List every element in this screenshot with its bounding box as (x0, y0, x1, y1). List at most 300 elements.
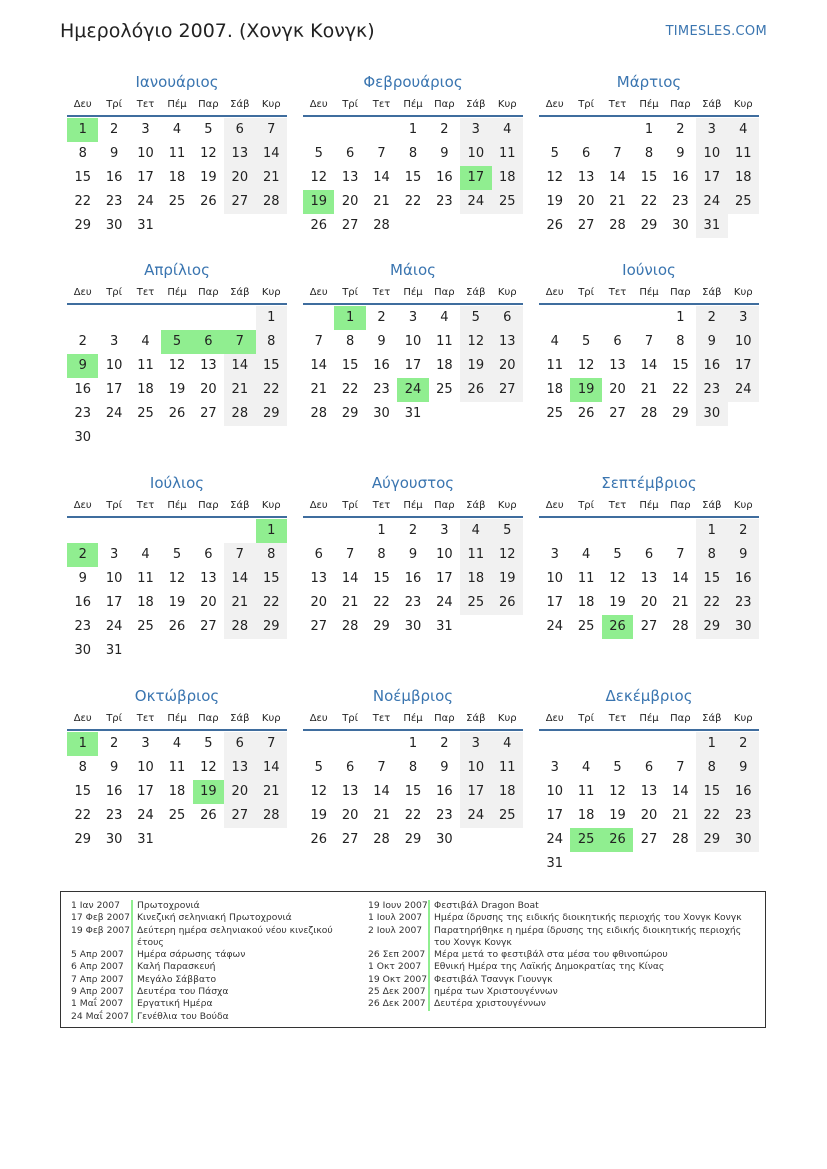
day-cell: 18 (168, 784, 186, 799)
weekday-header (303, 282, 523, 305)
day-cell: 11 (577, 784, 595, 799)
day-cell: 30 (696, 402, 727, 426)
day-cell: 27 (341, 832, 359, 847)
empty-cell (334, 118, 365, 142)
day-cell: 28 (224, 402, 255, 426)
holiday-list (60, 891, 766, 1028)
weekday-header (67, 495, 287, 518)
day-cell: 8 (345, 334, 355, 349)
holiday-name: Παρατηρήθηκε η ημέρα ίδρυσης της ειδικής διοικητικής περιοχής του Χονγκ Κονγκ (428, 925, 758, 950)
day-cell: 15 (672, 358, 689, 373)
day-cell: 12 (609, 784, 626, 799)
day-cell: 27 (200, 406, 217, 421)
day-cell: 7 (345, 547, 355, 562)
day-cell: 30 (436, 832, 453, 847)
day-cell: 6 (613, 334, 622, 349)
day-cell: 21 (373, 808, 390, 823)
day-cell: 29 (256, 615, 287, 639)
day-cell: 9 (696, 330, 727, 354)
holiday-name: Πρωτοχρονιά (131, 900, 200, 912)
day-cell: 15 (341, 358, 359, 373)
day-cell: 17 (546, 808, 563, 823)
day-cell: 15 (74, 784, 91, 799)
day-cell: 23 (728, 804, 759, 828)
weekday-label: Δευ (73, 99, 92, 110)
month-7 (67, 472, 287, 663)
day-cell: 14 (310, 358, 327, 373)
weekday-label: Τετ (136, 500, 155, 511)
weekday-label: Πέμ (639, 500, 659, 511)
day-cell: 21 (609, 194, 626, 209)
day-cell: 19 (200, 170, 217, 185)
empty-cell (602, 519, 633, 543)
day-cell: 18 (492, 780, 523, 804)
day-cell: 24 (460, 190, 491, 214)
day-cell: 11 (728, 142, 759, 166)
day-cell: 20 (640, 808, 658, 823)
day-cell: 13 (341, 170, 359, 185)
day-cell: 15 (640, 170, 658, 185)
day-cell: 28 (256, 804, 287, 828)
day-cell: 3 (109, 547, 119, 562)
day-cell: 7 (256, 732, 287, 756)
day-cell: 12 (546, 170, 563, 185)
month-10 (67, 685, 287, 852)
day-cell: 10 (460, 756, 491, 780)
day-cell: 4 (460, 519, 491, 543)
day-cell: 21 (224, 591, 255, 615)
day-cell: 29 (696, 828, 727, 852)
weekday-label: Κυρ (497, 99, 517, 110)
day-cell: 18 (168, 170, 186, 185)
day-cell: 16 (696, 354, 727, 378)
day-cell: 28 (310, 406, 327, 421)
day-grid (303, 306, 523, 426)
holiday-date: 1 Μαΐ 2007 (71, 998, 124, 1010)
day-cell: 19 (546, 194, 563, 209)
day-cell: 4 (440, 310, 449, 325)
day-cell: 28 (640, 406, 658, 421)
day-cell: 22 (74, 808, 91, 823)
day-cell: 24 (436, 595, 453, 610)
weekday-label: Τετ (608, 99, 627, 110)
day-cell: 10 (404, 334, 422, 349)
holiday-day-cell: 1 (67, 732, 98, 756)
day-cell: 1 (696, 732, 727, 756)
empty-cell (570, 306, 601, 330)
day-cell: 8 (78, 146, 87, 161)
weekday-label: Κυρ (733, 287, 753, 298)
weekday-label: Δευ (309, 713, 328, 724)
day-cell: 5 (204, 736, 213, 751)
holiday-date: 1 Ιουλ 2007 (368, 912, 423, 924)
day-cell: 30 (74, 430, 91, 445)
day-cell: 20 (609, 382, 626, 397)
month-8 (303, 472, 523, 639)
holiday-day-cell: 17 (460, 166, 491, 190)
day-cell: 28 (672, 619, 689, 634)
empty-cell (161, 306, 192, 330)
weekday-label: Τετ (136, 287, 155, 298)
day-cell: 27 (310, 619, 327, 634)
day-cell: 6 (581, 146, 591, 161)
day-grid (67, 118, 287, 238)
day-cell: 12 (310, 170, 327, 185)
holiday-day-cell: 19 (303, 190, 334, 214)
day-cell: 19 (310, 808, 327, 823)
month-name: Δεκέμβριος (605, 687, 693, 705)
weekday-header (67, 708, 287, 731)
day-cell: 11 (546, 358, 563, 373)
day-cell: 4 (550, 334, 559, 349)
day-cell: 26 (200, 194, 217, 209)
day-cell: 3 (141, 122, 150, 137)
weekday-label: Παρ (198, 713, 219, 724)
day-cell: 9 (109, 760, 119, 775)
weekday-label: Τετ (136, 99, 155, 110)
day-cell: 6 (345, 146, 355, 161)
holiday-name: Δευτέρα του Πάσχα (131, 986, 228, 998)
day-cell: 2 (78, 334, 87, 349)
day-cell: 31 (404, 406, 422, 421)
day-cell: 17 (436, 571, 453, 586)
day-cell: 13 (640, 571, 658, 586)
day-cell: 13 (609, 358, 626, 373)
day-cell: 11 (137, 571, 154, 586)
day-cell: 25 (492, 190, 523, 214)
weekday-label: Τρί (106, 287, 123, 298)
empty-cell (334, 519, 365, 543)
day-cell: 7 (314, 334, 323, 349)
holiday-name: Φεστιβάλ Dragon Boat (428, 900, 539, 912)
day-cell: 28 (609, 218, 626, 233)
holiday-date: 1 Οκτ 2007 (368, 961, 422, 973)
day-cell: 20 (200, 595, 217, 610)
day-cell: 26 (168, 619, 186, 634)
day-grid (303, 118, 523, 238)
day-cell: 18 (436, 358, 453, 373)
day-cell: 14 (672, 571, 689, 586)
day-grid (539, 519, 759, 639)
day-cell: 9 (78, 571, 87, 586)
day-cell: 10 (105, 571, 123, 586)
day-cell: 17 (105, 382, 123, 397)
holiday-day-cell: 24 (397, 378, 428, 402)
weekday-header (303, 495, 523, 518)
day-cell: 9 (440, 760, 449, 775)
day-cell: 25 (460, 591, 491, 615)
day-cell: 22 (256, 591, 287, 615)
holiday-date: 9 Απρ 2007 (71, 986, 124, 998)
day-cell: 14 (224, 567, 255, 591)
day-cell: 9 (377, 334, 386, 349)
day-cell: 4 (492, 118, 523, 142)
day-cell: 16 (74, 382, 91, 397)
day-cell: 3 (460, 118, 491, 142)
day-cell: 13 (310, 571, 327, 586)
empty-cell (193, 306, 224, 330)
day-cell: 21 (256, 780, 287, 804)
month-name: Ιανουάριος (135, 73, 219, 91)
weekday-label: Παρ (198, 99, 219, 110)
day-cell: 10 (546, 784, 563, 799)
weekday-label: Τετ (372, 500, 391, 511)
holiday-date: 26 Σεπ 2007 (368, 949, 426, 961)
empty-cell (539, 519, 570, 543)
day-cell: 20 (492, 354, 523, 378)
day-cell: 5 (550, 146, 559, 161)
day-cell: 29 (256, 402, 287, 426)
day-cell: 15 (373, 571, 390, 586)
day-cell: 23 (74, 406, 91, 421)
day-cell: 6 (644, 547, 654, 562)
day-cell: 25 (137, 406, 154, 421)
holiday-date: 24 Μαΐ 2007 (71, 1010, 130, 1022)
day-cell: 17 (728, 354, 759, 378)
empty-cell (303, 519, 334, 543)
day-cell: 1 (408, 122, 418, 137)
day-grid (67, 306, 287, 450)
day-cell: 20 (577, 194, 595, 209)
holiday-row (368, 925, 758, 950)
holiday-day-cell: 5 (161, 330, 192, 354)
holiday-row (71, 961, 356, 973)
day-cell: 11 (577, 571, 595, 586)
day-cell: 26 (310, 832, 327, 847)
holiday-day-cell: 26 (602, 828, 633, 852)
day-cell: 23 (436, 194, 453, 209)
day-cell: 11 (436, 334, 453, 349)
month-1 (67, 71, 287, 238)
weekday-label: Δευ (309, 99, 328, 110)
weekday-label: Κυρ (261, 287, 281, 298)
day-cell: 6 (224, 118, 255, 142)
holiday-row (71, 900, 356, 912)
day-cell: 17 (105, 595, 123, 610)
month-name: Σεπτέμβριος (601, 474, 697, 492)
weekday-label: Τετ (372, 99, 391, 110)
day-cell: 23 (404, 595, 422, 610)
day-cell: 7 (377, 146, 386, 161)
day-cell: 11 (137, 358, 154, 373)
day-cell: 31 (696, 214, 727, 238)
day-cell: 21 (672, 595, 689, 610)
weekday-label: Πέμ (639, 99, 659, 110)
day-cell: 26 (460, 378, 491, 402)
day-cell: 16 (728, 780, 759, 804)
empty-cell (224, 306, 255, 330)
weekday-label: Τετ (608, 287, 627, 298)
holiday-day-cell: 1 (67, 118, 98, 142)
day-cell: 16 (436, 784, 453, 799)
weekday-label: Δευ (309, 500, 328, 511)
day-cell: 2 (728, 732, 759, 756)
weekday-label: Κυρ (261, 500, 281, 511)
day-cell: 4 (728, 118, 759, 142)
day-cell: 8 (256, 330, 287, 354)
day-cell: 20 (200, 382, 217, 397)
day-cell: 23 (105, 808, 123, 823)
empty-cell (303, 732, 334, 756)
day-cell: 8 (256, 543, 287, 567)
day-cell: 25 (577, 619, 595, 634)
holiday-day-cell: 19 (570, 378, 601, 402)
empty-cell (570, 519, 601, 543)
month-name: Φεβρουάριος (363, 73, 463, 91)
holiday-row (368, 974, 758, 986)
day-cell: 14 (640, 358, 658, 373)
month-name: Νοέμβριος (372, 687, 454, 705)
holiday-date: 19 Ιουν 2007 (368, 900, 428, 911)
day-cell: 2 (696, 306, 727, 330)
day-cell: 14 (256, 142, 287, 166)
holiday-date: 25 Δεκ 2007 (368, 986, 426, 998)
day-cell: 29 (74, 832, 91, 847)
day-cell: 24 (546, 619, 563, 634)
day-cell: 18 (577, 595, 595, 610)
day-cell: 18 (460, 567, 491, 591)
day-cell: 15 (74, 170, 91, 185)
day-cell: 13 (492, 330, 523, 354)
day-cell: 8 (644, 146, 654, 161)
weekday-label: Παρ (670, 287, 691, 298)
day-cell: 15 (404, 170, 422, 185)
day-cell: 14 (256, 756, 287, 780)
day-cell: 25 (137, 619, 154, 634)
weekday-label: Τρί (342, 713, 359, 724)
holiday-row (71, 912, 356, 924)
day-cell: 3 (550, 547, 559, 562)
day-cell: 23 (105, 194, 123, 209)
day-cell: 29 (672, 406, 689, 421)
day-cell: 16 (436, 170, 453, 185)
empty-cell (334, 732, 365, 756)
day-cell: 5 (613, 760, 622, 775)
day-cell: 29 (404, 832, 422, 847)
day-cell: 12 (168, 571, 186, 586)
day-cell: 4 (581, 547, 591, 562)
day-cell: 5 (492, 519, 523, 543)
weekday-label: Κυρ (497, 287, 517, 298)
day-cell: 18 (546, 382, 563, 397)
day-cell: 19 (460, 354, 491, 378)
day-cell: 25 (168, 194, 186, 209)
day-cell: 28 (672, 832, 689, 847)
holiday-date: 7 Απρ 2007 (71, 973, 124, 985)
day-cell: 13 (640, 784, 658, 799)
day-cell: 14 (224, 354, 255, 378)
day-cell: 21 (640, 382, 658, 397)
month-6 (539, 259, 759, 426)
holiday-day-cell: 2 (67, 543, 98, 567)
day-cell: 30 (105, 218, 123, 233)
day-cell: 24 (137, 194, 154, 209)
holiday-date: 19 Φεβ 2007 (71, 924, 130, 936)
day-cell: 17 (546, 595, 563, 610)
empty-cell (570, 732, 601, 756)
day-cell: 20 (341, 808, 359, 823)
weekday-label: Τρί (342, 99, 359, 110)
day-grid (303, 519, 523, 639)
empty-cell (665, 519, 696, 543)
holiday-row (368, 998, 758, 1010)
month-name: Ιούνιος (622, 261, 676, 279)
weekday-label: Πέμ (639, 713, 659, 724)
weekday-label: Σάβ (230, 99, 250, 110)
day-cell: 31 (137, 832, 154, 847)
holiday-day-cell: 1 (334, 306, 365, 330)
day-cell: 19 (609, 595, 626, 610)
day-cell: 18 (137, 595, 154, 610)
day-cell: 1 (408, 736, 418, 751)
day-cell: 19 (168, 382, 186, 397)
holiday-date: 1 Ιαν 2007 (71, 900, 120, 911)
day-cell: 9 (728, 543, 759, 567)
day-cell: 5 (460, 306, 491, 330)
day-grid (539, 306, 759, 426)
month-name: Μάρτιος (616, 73, 682, 91)
month-4 (67, 259, 287, 450)
day-cell: 1 (377, 523, 386, 538)
day-cell: 26 (492, 591, 523, 615)
day-cell: 31 (546, 856, 563, 871)
holiday-name: ημέρα των Χριστουγέννων (428, 986, 558, 998)
day-cell: 22 (256, 378, 287, 402)
month-12 (539, 685, 759, 876)
weekday-label: Κυρ (497, 713, 517, 724)
day-cell: 13 (200, 358, 217, 373)
empty-cell (570, 118, 601, 142)
day-cell: 22 (341, 382, 359, 397)
day-cell: 5 (172, 547, 182, 562)
day-cell: 10 (105, 358, 123, 373)
holiday-name: Δευτέρα χριστουγέννων (428, 998, 546, 1010)
holiday-date: 19 Οκτ 2007 (368, 973, 428, 985)
day-cell: 31 (137, 218, 154, 233)
day-cell: 26 (200, 808, 217, 823)
site-logo-link[interactable]: TIMESLES.COM (665, 24, 767, 39)
weekday-header (303, 94, 523, 117)
month-name: Οκτώβριος (134, 687, 220, 705)
day-cell: 19 (609, 808, 626, 823)
weekday-label: Πέμ (403, 287, 423, 298)
weekday-label: Τρί (106, 500, 123, 511)
holiday-row (368, 900, 758, 912)
weekday-label: Πέμ (639, 287, 659, 298)
day-cell: 27 (341, 218, 359, 233)
day-cell: 6 (492, 306, 523, 330)
day-cell: 10 (137, 146, 154, 161)
day-cell: 27 (640, 832, 658, 847)
day-cell: 29 (640, 218, 658, 233)
day-cell: 3 (696, 118, 727, 142)
day-cell: 9 (408, 547, 418, 562)
day-cell: 22 (672, 382, 689, 397)
day-cell: 11 (492, 756, 523, 780)
day-cell: 14 (672, 784, 689, 799)
day-cell: 9 (109, 146, 119, 161)
day-cell: 15 (696, 780, 727, 804)
day-cell: 5 (581, 334, 591, 349)
weekday-label: Πέμ (403, 99, 423, 110)
holiday-name: Εθνική Ημέρα της Λαϊκής Δημοκρατίας της Κίνας (428, 961, 664, 973)
page-title: Ημερολόγιο 2007. (Χονγκ Κονγκ) (60, 20, 375, 42)
holiday-name: Κινεζική σεληνιακή Πρωτοχρονιά (131, 912, 292, 924)
day-cell: 7 (644, 334, 654, 349)
day-cell: 7 (676, 547, 685, 562)
weekday-label: Τρί (342, 287, 359, 298)
day-cell: 9 (676, 146, 685, 161)
